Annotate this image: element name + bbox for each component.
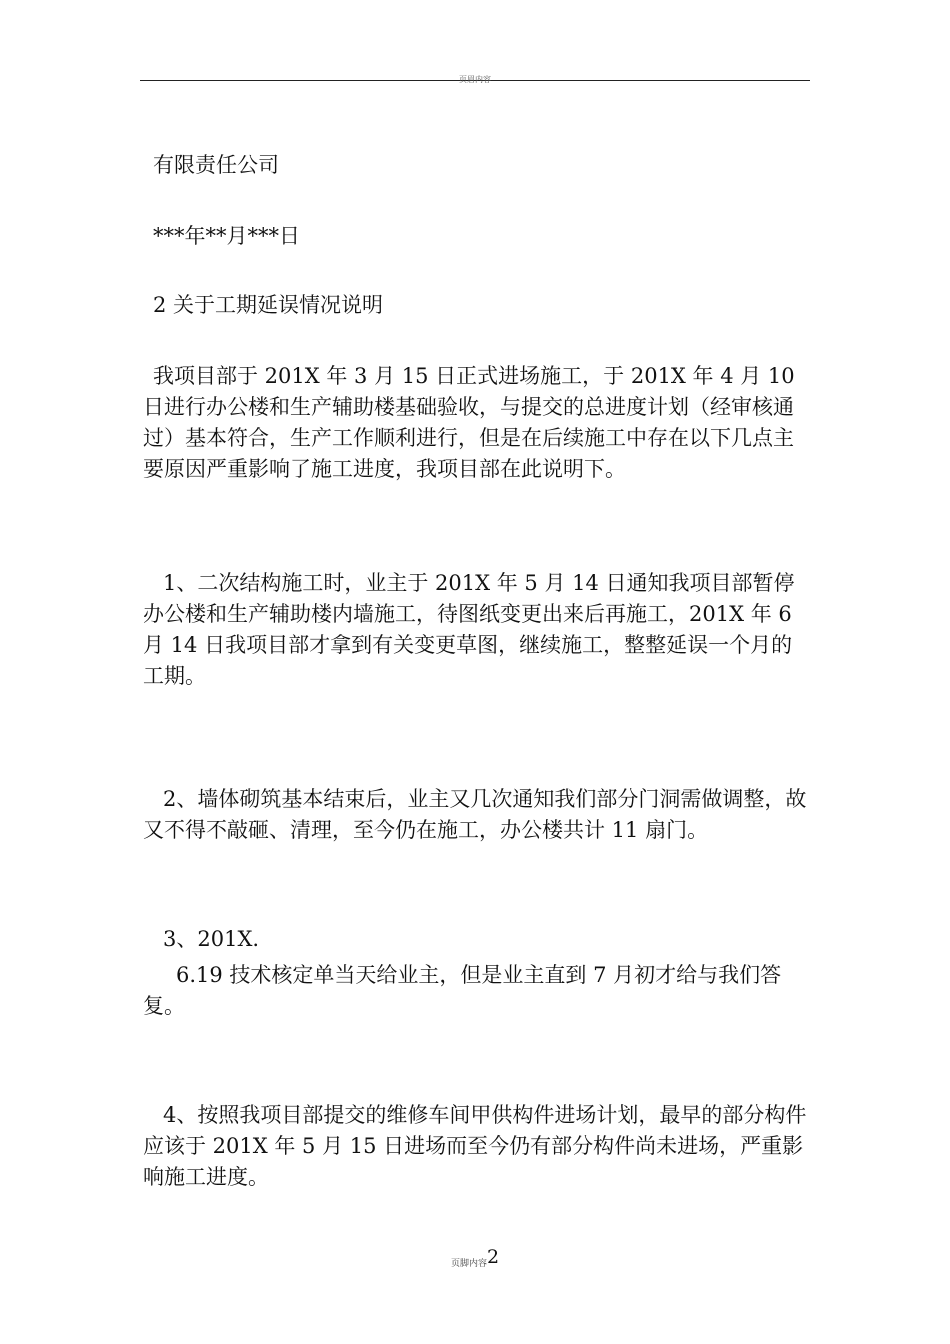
company-name: 有限责任公司 <box>153 153 279 177</box>
item-2-paragraph: 2、墙体砌筑基本结束后，业主又几次通知我们部分门洞需做调整，故又不得不敲砸、清理，至今仍在施工，办公楼共计 11 扇门。 <box>143 787 807 842</box>
section-heading: 2 关于工期延误情况说明 <box>153 293 384 317</box>
item-3-paragraph: 6.19 技术核定单当天给业主，但是业主直到 7 月初才给与我们答复。 <box>143 963 782 1018</box>
page-number: 2 <box>487 1246 500 1268</box>
intro-paragraph: 我项目部于 201X 年 3 月 15 日正式进场施工，于 201X 年 4 月 10 日进行办公楼和生产辅助楼基础验收，与提交的总进度计划（经审核通过）基本符合，生产工作顺利进行，但是在后续施工中存在以下几点主要原因严重影响了施工进度，我项目部在此说明下。 <box>143 364 795 481</box>
item-4-paragraph: 4、按照我项目部提交的维修车间甲供构件进场计划，最早的部分构件应该于 201X 年 5 月 15 日进场而至今仍有部分构件尚未进场，严重影响施工进度。 <box>143 1103 807 1189</box>
item-1-paragraph: 1、二次结构施工时，业主于 201X 年 5 月 14 日通知我项目部暂停办公楼和生产辅助楼内墙施工，待图纸变更出来后再施工，201X 年 6 月 14 日我项目部才拿到有关变更草图，继续施工，整整延误一个月的工期。 <box>143 571 795 688</box>
page-footer <box>451 1246 499 1270</box>
page-header-text: 页眉内容 <box>459 75 491 84</box>
footer-text: 页脚内容 <box>451 1259 488 1269</box>
item-3-heading: 3、201X. <box>163 927 260 951</box>
document-date: ***年**月***日 <box>153 224 300 248</box>
